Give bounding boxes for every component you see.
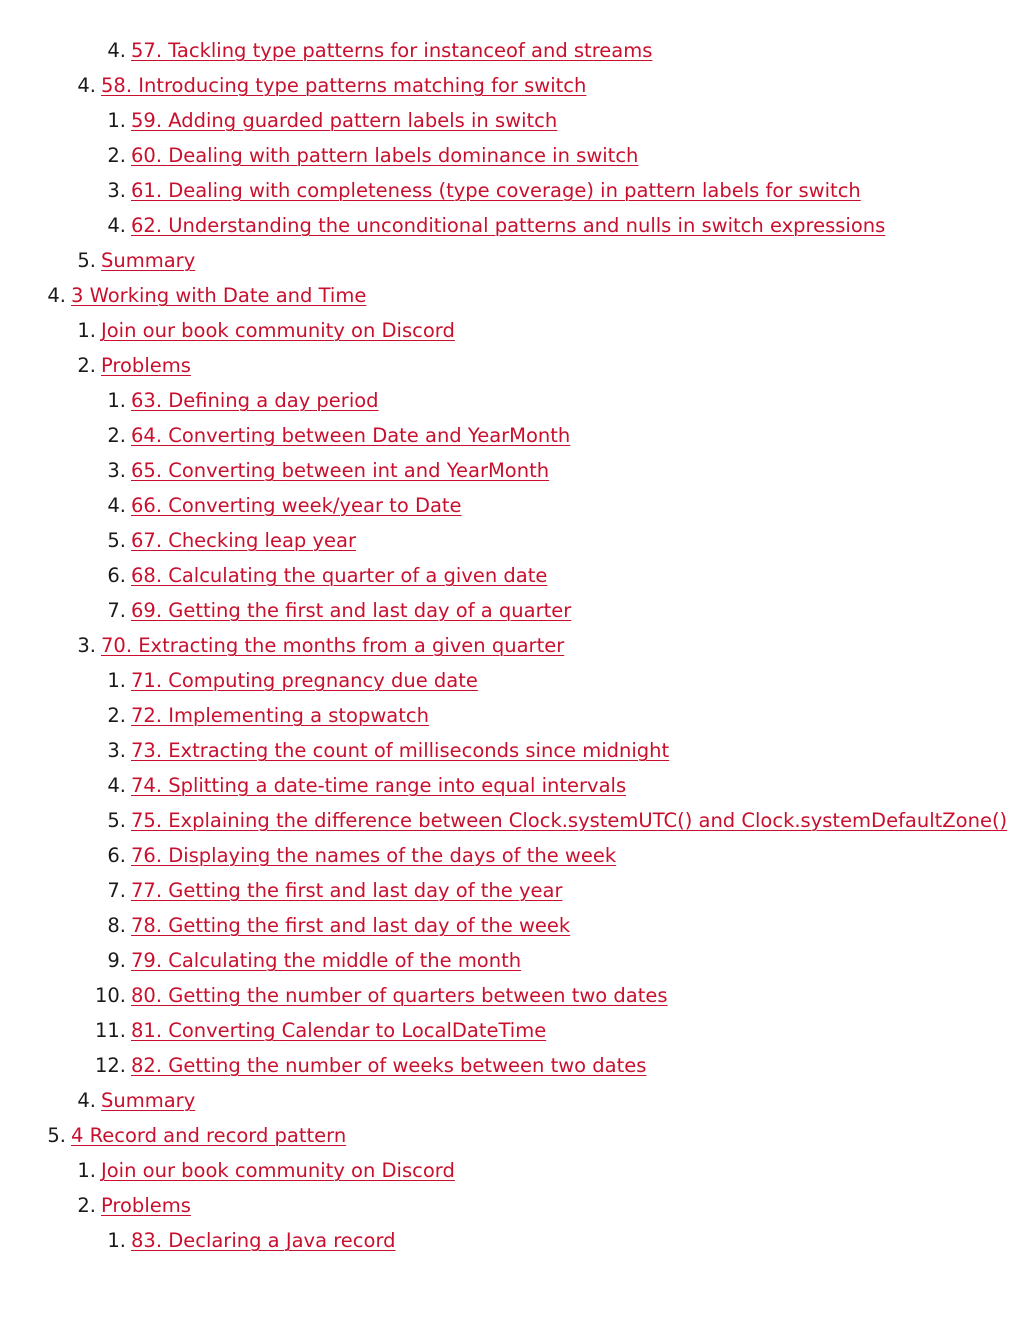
toc-link[interactable]: 69. Getting the first and last day of a quarter (131, 599, 572, 622)
toc-number: 1. (77, 319, 96, 342)
toc-number: 2. (77, 1194, 96, 1217)
toc-row (0, 243, 1020, 278)
toc-link[interactable]: 70. Extracting the months from a given quarter (101, 634, 565, 657)
toc-number: 4. (107, 214, 126, 237)
toc-number: 4. (47, 284, 66, 307)
toc-number: 4. (107, 39, 126, 62)
toc-link[interactable]: 81. Converting Calendar to LocalDateTime (131, 1019, 547, 1042)
toc-number: 1. (107, 1229, 126, 1252)
toc-row (0, 593, 1020, 628)
toc-link[interactable]: 75. Explaining the difference between Clock.systemUTC() and Clock.systemDefaultZone() (131, 809, 1008, 832)
toc-link[interactable]: 74. Splitting a date-time range into equal intervals (131, 774, 627, 797)
toc-number: 8. (107, 914, 126, 937)
toc-link[interactable]: 4 Record and record pattern (71, 1124, 347, 1147)
toc-row (0, 1083, 1020, 1118)
toc-link[interactable]: Summary (101, 1089, 196, 1112)
toc-row (0, 1013, 1020, 1048)
toc-number: 5. (77, 249, 96, 272)
toc-row (0, 978, 1020, 1013)
toc-row (0, 418, 1020, 453)
toc-row (0, 663, 1020, 698)
toc-row (0, 208, 1020, 243)
toc-row (0, 453, 1020, 488)
toc-row (0, 558, 1020, 593)
toc-link[interactable]: Problems (101, 1194, 191, 1217)
toc-row (0, 628, 1020, 663)
toc-row (0, 348, 1020, 383)
toc-number: 4. (107, 494, 126, 517)
toc-link[interactable]: 64. Converting between Date and YearMonth (131, 424, 571, 447)
toc-link[interactable]: 68. Calculating the quarter of a given date (131, 564, 548, 587)
toc-row (0, 1223, 1020, 1258)
toc-link[interactable]: Join our book community on Discord (101, 1159, 455, 1182)
toc-row (0, 1118, 1020, 1153)
toc-link[interactable]: 59. Adding guarded pattern labels in switch (131, 109, 558, 132)
toc-row (0, 173, 1020, 208)
toc-number: 5. (107, 529, 126, 552)
toc-number: 4. (77, 74, 96, 97)
toc-number: 2. (107, 424, 126, 447)
toc-link[interactable]: Summary (101, 249, 196, 272)
toc-row (0, 1153, 1020, 1188)
toc-number: 11. (94, 1019, 126, 1042)
toc-number: 3. (77, 634, 96, 657)
toc-number: 9. (107, 949, 126, 972)
toc-number: 4. (77, 1089, 96, 1112)
toc-row (0, 873, 1020, 908)
toc-row (0, 943, 1020, 978)
toc-number: 7. (107, 879, 126, 902)
toc-row (0, 1188, 1020, 1223)
toc-link[interactable]: 79. Calculating the middle of the month (131, 949, 522, 972)
toc-row (0, 33, 1020, 68)
toc-number: 6. (107, 564, 126, 587)
toc-number: 6. (107, 844, 126, 867)
toc-number: 10. (94, 984, 126, 1007)
toc-link[interactable]: 82. Getting the number of weeks between two dates (131, 1054, 647, 1077)
toc-link[interactable]: 61. Dealing with completeness (type coverage) in pattern labels for switch (131, 179, 861, 202)
toc-link[interactable]: 67. Checking leap year (131, 529, 356, 552)
toc-number: 5. (107, 809, 126, 832)
toc-link[interactable]: Problems (101, 354, 191, 377)
toc-number: 3. (107, 739, 126, 762)
toc-row (0, 488, 1020, 523)
toc-row (0, 523, 1020, 558)
toc-link[interactable]: 78. Getting the first and last day of the week (131, 914, 571, 937)
toc-link[interactable]: 57. Tackling type patterns for instanceof and streams (131, 39, 653, 62)
toc-row (0, 278, 1020, 313)
toc-row (0, 1048, 1020, 1083)
toc-number: 12. (94, 1054, 126, 1077)
toc-link[interactable]: 58. Introducing type patterns matching for switch (101, 74, 587, 97)
toc-row (0, 313, 1020, 348)
toc-link[interactable]: 66. Converting week/year to Date (131, 494, 462, 517)
toc-link[interactable]: 77. Getting the first and last day of the year (131, 879, 563, 902)
toc-link[interactable]: 83. Declaring a Java record (131, 1229, 396, 1252)
toc-link[interactable]: 73. Extracting the count of milliseconds since midnight (131, 739, 670, 762)
toc-row (0, 698, 1020, 733)
toc-link[interactable]: 63. Defining a day period (131, 389, 379, 412)
toc-link[interactable]: 80. Getting the number of quarters between two dates (131, 984, 668, 1007)
toc-row (0, 908, 1020, 943)
toc-row (0, 803, 1020, 838)
toc-link[interactable]: 65. Converting between int and YearMonth (131, 459, 550, 482)
toc-link[interactable]: 71. Computing pregnancy due date (131, 669, 478, 692)
toc-row (0, 768, 1020, 803)
toc-number: 2. (77, 354, 96, 377)
toc-number: 2. (107, 704, 126, 727)
toc-number: 3. (107, 459, 126, 482)
toc-link[interactable]: 72. Implementing a stopwatch (131, 704, 429, 727)
toc-link[interactable]: 76. Displaying the names of the days of the week (131, 844, 617, 867)
toc-number: 2. (107, 144, 126, 167)
toc-number: 7. (107, 599, 126, 622)
toc-number: 1. (107, 669, 126, 692)
toc-number: 1. (77, 1159, 96, 1182)
toc-number: 3. (107, 179, 126, 202)
toc-row (0, 68, 1020, 103)
toc-row (0, 733, 1020, 768)
toc-number: 4. (107, 774, 126, 797)
toc-number: 1. (107, 109, 126, 132)
toc-row (0, 383, 1020, 418)
toc-link[interactable]: 60. Dealing with pattern labels dominance in switch (131, 144, 639, 167)
table-of-contents (0, 33, 1020, 1258)
toc-row (0, 838, 1020, 873)
toc-link[interactable]: 3 Working with Date and Time (71, 284, 367, 307)
toc-row (0, 103, 1020, 138)
toc-number: 1. (107, 389, 126, 412)
toc-link[interactable]: Join our book community on Discord (101, 319, 455, 342)
toc-number: 5. (47, 1124, 66, 1147)
toc-link[interactable]: 62. Understanding the unconditional patterns and nulls in switch expressions (131, 214, 886, 237)
toc-row (0, 138, 1020, 173)
